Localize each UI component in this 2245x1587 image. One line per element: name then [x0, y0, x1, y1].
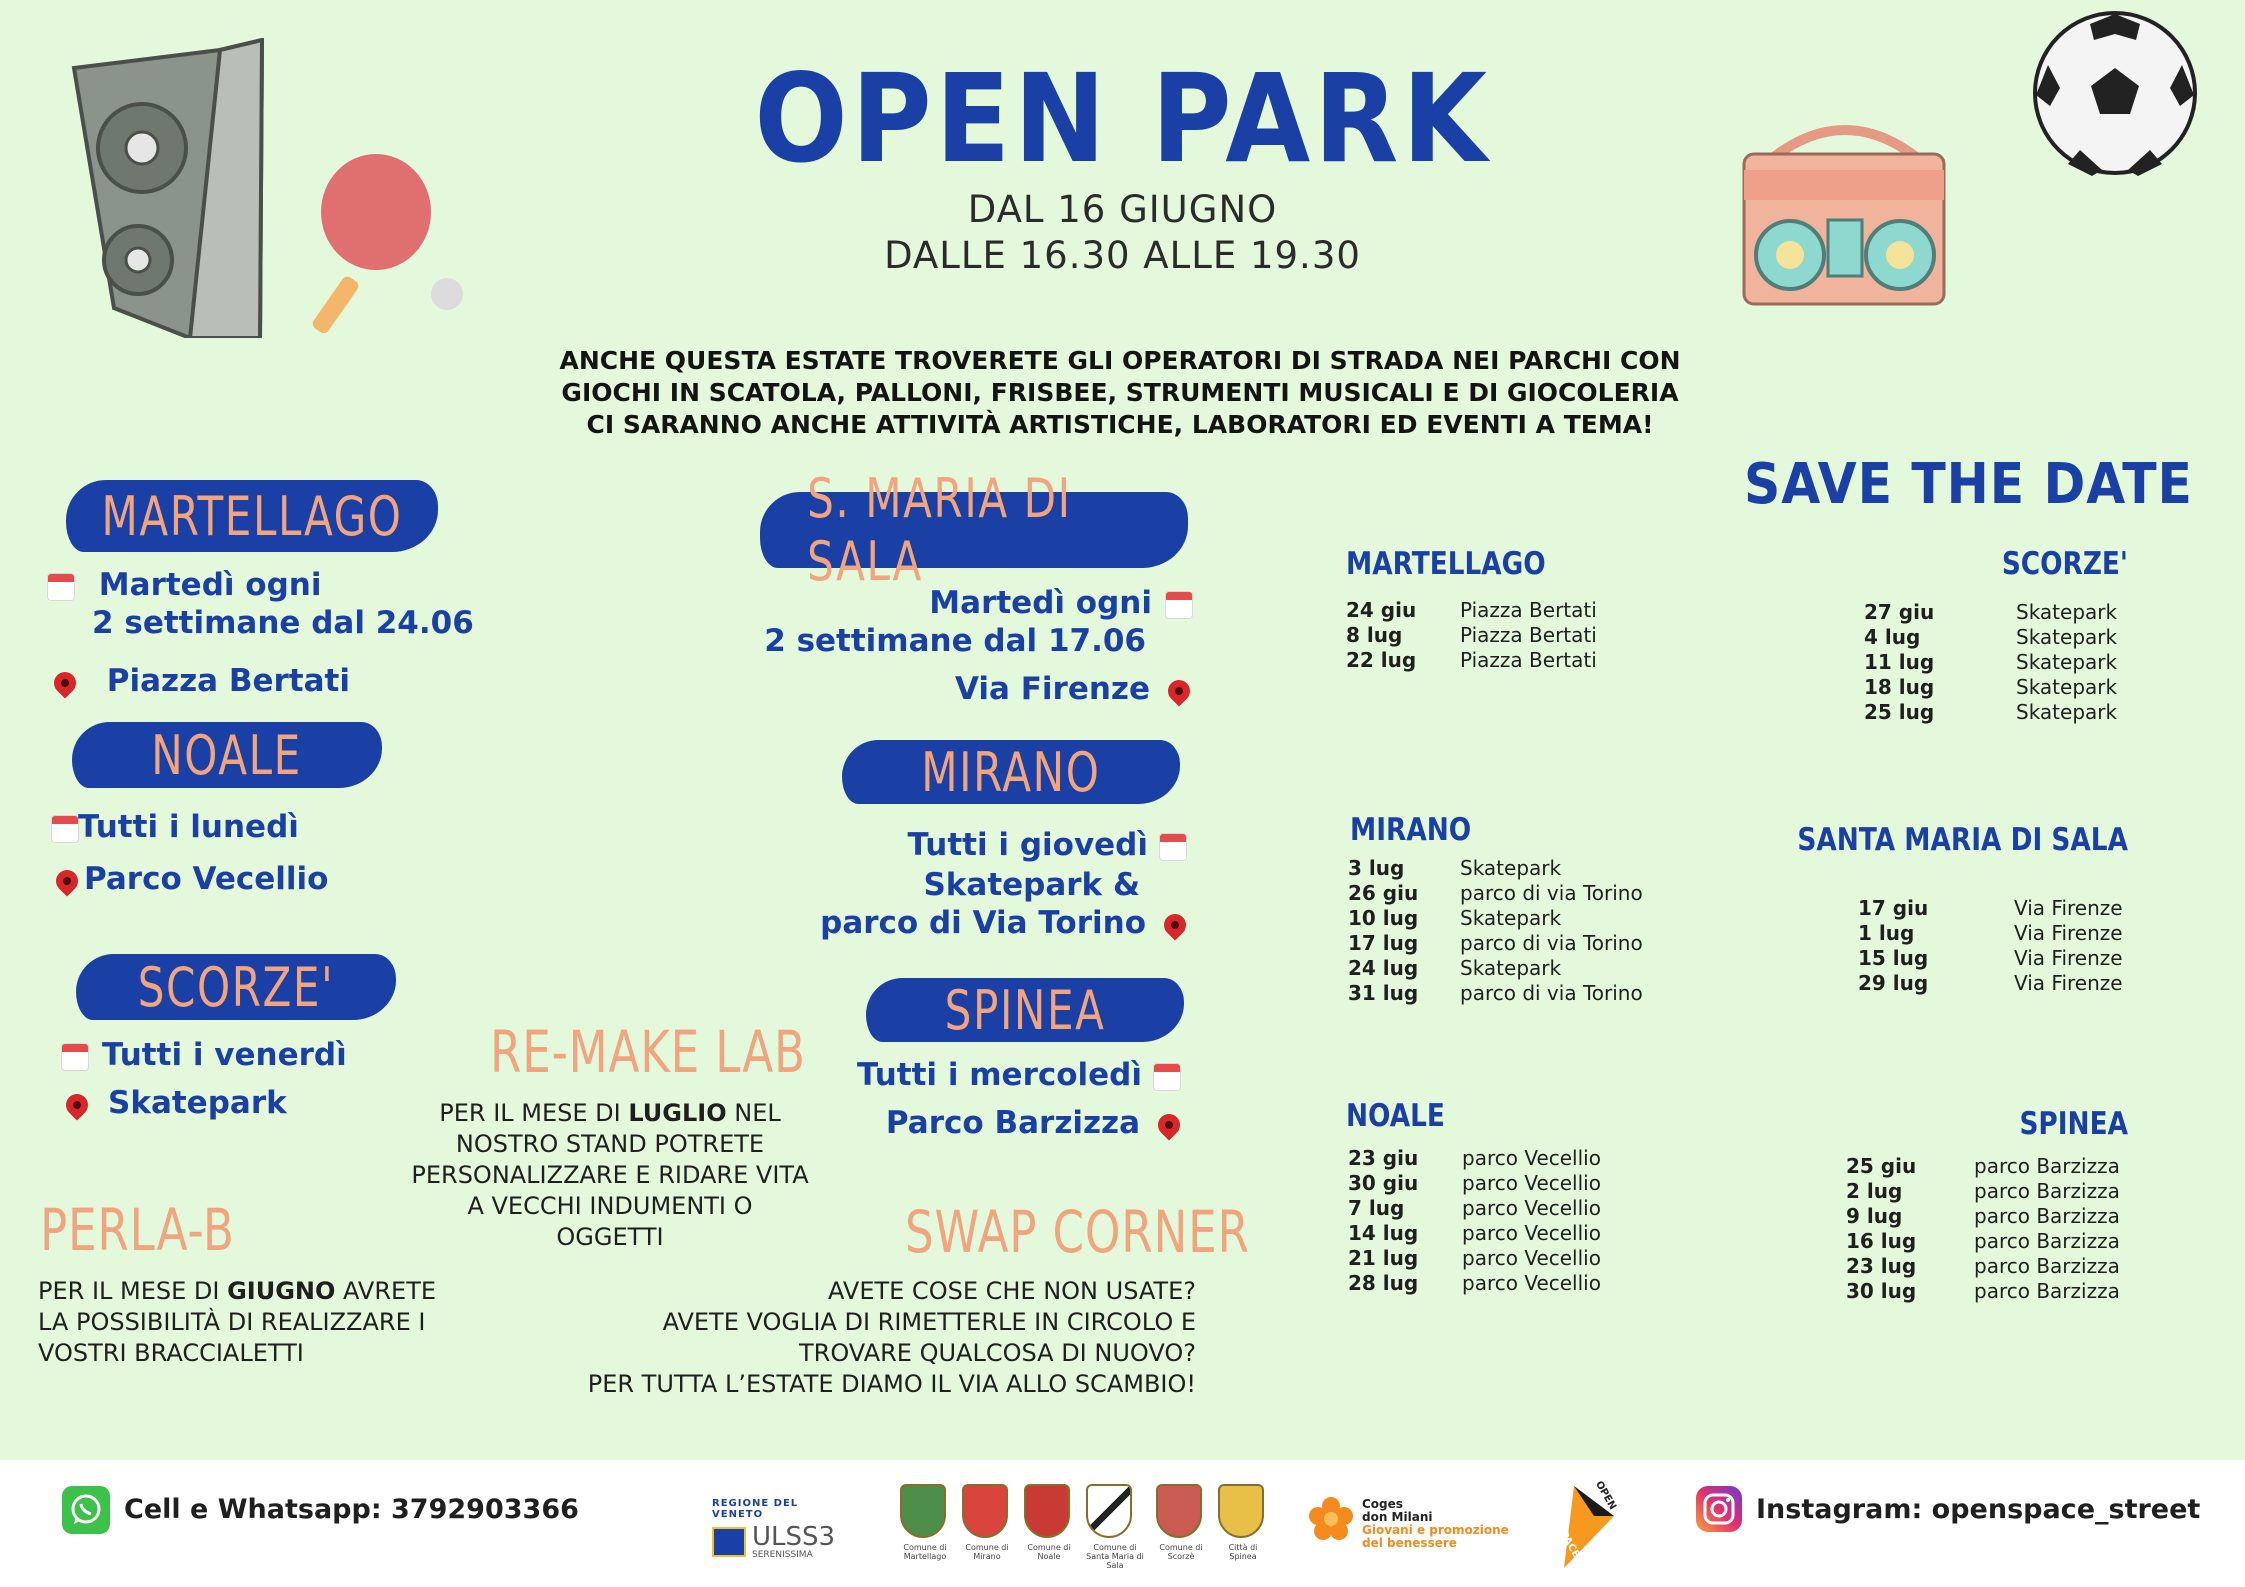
schedule-date: 11 lug — [1864, 650, 1935, 674]
schedule-date: 15 lug — [1858, 946, 1929, 970]
where-line: Skatepark — [108, 1085, 287, 1121]
location-banner-santa-maria — [760, 467, 1188, 593]
date-line: DAL 16 GIUGNO — [967, 188, 1278, 231]
schedule-row — [1346, 598, 1597, 623]
calendar-icon — [62, 1044, 88, 1070]
scorze-when — [62, 1036, 347, 1074]
calendar-icon — [1160, 834, 1186, 860]
schedule-date: 22 lug — [1346, 648, 1417, 672]
schedule-mirano — [1348, 856, 1643, 1006]
schedule-date: 4 lug — [1864, 625, 1921, 649]
ulss-logo — [712, 1498, 848, 1560]
highlight: GIUGNO — [227, 1277, 336, 1305]
schedule-row — [1348, 931, 1643, 956]
schedule-place: Piazza Bertati — [1460, 648, 1597, 672]
when-line: Martedì ogni — [98, 567, 322, 603]
spinea-where — [760, 1104, 1180, 1142]
schedule-martellago — [1346, 598, 1597, 673]
time-line: DALLE 16.30 ALLE 19.30 — [884, 234, 1361, 277]
calendar-icon — [48, 574, 74, 600]
schedule-title-mirano: MIRANO — [1350, 812, 1472, 848]
scorze-where — [66, 1084, 287, 1122]
schedule-place: parco Barzizza — [1974, 1204, 2120, 1228]
footer — [0, 1460, 2245, 1587]
coges-flower-icon — [1308, 1496, 1354, 1542]
region-label: REGIONE DEL VENETO — [712, 1498, 799, 1520]
crest-caption: Martellago — [903, 1552, 947, 1561]
schedule-date: 28 lug — [1348, 1271, 1419, 1295]
instagram-icon[interactable] — [1696, 1486, 1742, 1532]
schedule-title-spinea: SPINEA — [2019, 1106, 2128, 1142]
schedule-row — [1348, 1171, 1601, 1196]
swap-title: SWAP CORNER — [905, 1198, 1250, 1266]
schedule-title-scorze: SCORZE' — [2001, 546, 2128, 582]
schedule-row — [1846, 1204, 2120, 1229]
schedule-row — [1864, 650, 2117, 675]
schedule-date: 1 lug — [1858, 921, 1915, 945]
schedule-date: 23 lug — [1846, 1254, 1917, 1278]
crest-noale — [1024, 1484, 1074, 1570]
schedule-date: 26 giu — [1348, 881, 1419, 905]
schedule-place: Via Firenze — [2014, 946, 2123, 970]
text-line: OGGETTI — [556, 1223, 664, 1251]
schedule-row — [1348, 956, 1643, 981]
crest-caption: Noale — [1037, 1552, 1061, 1561]
schedule-place: parco Barzizza — [1974, 1254, 2120, 1278]
crest-icon — [1024, 1484, 1070, 1538]
schedule-place: parco Vecellio — [1462, 1221, 1601, 1245]
calendar-icon — [52, 816, 78, 842]
text-line: NOSTRO STAND POTRETE — [455, 1130, 765, 1158]
calendar-icon — [1166, 592, 1192, 618]
schedule-title-noale: NOALE — [1346, 1098, 1445, 1134]
intro-text — [430, 345, 1810, 441]
crest-scorze — [1156, 1484, 1206, 1570]
whatsapp-icon[interactable] — [62, 1486, 110, 1534]
when-line: 2 settimane dal 24.06 — [92, 605, 474, 641]
schedule-santa-maria — [1858, 896, 2123, 996]
schedule-row — [1346, 648, 1597, 673]
schedule-place: parco Barzizza — [1974, 1154, 2120, 1178]
text-span: AVRETE — [335, 1277, 437, 1305]
text-line: AVETE VOGLIA DI RIMETTERLE IN CIRCOLO E — [662, 1308, 1196, 1336]
crest-caption: Mirano — [973, 1552, 1001, 1561]
openspace-logo — [1544, 1476, 1634, 1576]
coges-logo-text — [1362, 1498, 1509, 1550]
schedule-place: Piazza Bertati — [1460, 598, 1597, 622]
schedule-place: Skatepark — [2016, 625, 2118, 649]
schedule-date: 23 giu — [1348, 1146, 1419, 1170]
text-line: LA POSSIBILITÀ DI REALIZZARE I — [38, 1308, 426, 1336]
text-span: PER IL MESE DI — [38, 1277, 228, 1305]
schedule-date: 24 giu — [1346, 598, 1417, 622]
schedule-date: 17 giu — [1858, 896, 1929, 920]
when-line: Tutti i mercoledì — [856, 1057, 1142, 1093]
text-line: A VECCHI INDUMENTI O — [467, 1192, 753, 1220]
crest-caption: Comune di — [903, 1543, 947, 1552]
text-line: TROVARE QUALCOSA DI NUOVO? — [799, 1339, 1196, 1367]
instagram-handle[interactable]: Instagram: openspace_street — [1756, 1494, 2201, 1525]
text-line: PERSONALIZZARE E RIDARE VITA — [411, 1161, 809, 1189]
noale-when — [52, 808, 299, 846]
schedule-date: 29 lug — [1858, 971, 1929, 995]
crest-icon — [1156, 1484, 1202, 1538]
mirano-where — [760, 866, 1186, 942]
location-name: MIRANO — [921, 740, 1101, 804]
location-pin-icon — [51, 865, 82, 896]
location-pin-icon — [49, 667, 80, 698]
schedule-spinea — [1846, 1154, 2120, 1304]
schedule-place: parco di via Torino — [1460, 881, 1643, 905]
schedule-place: parco Vecellio — [1462, 1146, 1601, 1170]
intro-line: CI SARANNO ANCHE ATTIVITÀ ARTISTICHE, LABORATORI ED EVENTI A TEMA! — [586, 410, 1654, 439]
schedule-date: 30 giu — [1348, 1171, 1419, 1195]
schedule-row — [1346, 623, 1597, 648]
where-line: Parco Vecellio — [84, 861, 329, 897]
schedule-row — [1864, 700, 2117, 725]
schedule-place: parco di via Torino — [1460, 931, 1643, 955]
schedule-row — [1858, 896, 2123, 921]
schedule-date: 27 giu — [1864, 600, 1935, 624]
schedule-row — [1864, 675, 2117, 700]
where-line: Skatepark & — [923, 867, 1140, 903]
ulss-name: ULSS3 — [752, 1522, 836, 1552]
spinea-when — [760, 1056, 1180, 1094]
crest-icon — [900, 1484, 946, 1538]
when-line: Martedì ogni — [929, 585, 1152, 621]
schedule-place: parco Vecellio — [1462, 1171, 1601, 1195]
schedule-date: 21 lug — [1348, 1246, 1419, 1270]
where-line: parco di Via Torino — [820, 905, 1146, 941]
openspace-text: SPACE — [1554, 1523, 1582, 1560]
phone-contact[interactable]: Cell e Whatsapp: 3792903366 — [124, 1494, 579, 1525]
text-line: VOSTRI BRACCIALETTI — [38, 1339, 304, 1367]
schedule-date: 16 lug — [1846, 1229, 1917, 1253]
location-name: SCORZE' — [137, 955, 335, 1019]
intro-line: GIOCHI IN SCATOLA, PALLONI, FRISBEE, STRUMENTI MUSICALI E DI GIOCOLERIA — [561, 378, 1679, 407]
schedule-place: parco Vecellio — [1462, 1271, 1601, 1295]
perla-title: PERLA-B — [40, 1196, 235, 1264]
martellago-where — [54, 662, 350, 700]
schedule-date: 7 lug — [1348, 1196, 1405, 1220]
where-line: Parco Barzizza — [885, 1105, 1140, 1141]
location-name: NOALE — [151, 723, 303, 787]
schedule-row — [1348, 1146, 1601, 1171]
text-span: PER IL MESE DI — [439, 1099, 629, 1127]
schedule-date: 30 lug — [1846, 1279, 1917, 1303]
schedule-row — [1348, 906, 1643, 931]
location-pin-icon — [1163, 675, 1194, 706]
coges-line: Giovani e promozione — [1362, 1523, 1509, 1537]
crest-icon — [962, 1484, 1008, 1538]
comuni-crests — [900, 1484, 1268, 1570]
location-name: MARTELLAGO — [101, 484, 403, 548]
location-banner-noale — [72, 722, 382, 788]
crest-caption: Comune di — [1159, 1543, 1203, 1552]
schedule-date: 9 lug — [1846, 1204, 1903, 1228]
schedule-row — [1348, 881, 1643, 906]
schedule-date: 24 lug — [1348, 956, 1419, 980]
text-line: AVETE COSE CHE NON USATE? — [828, 1277, 1196, 1305]
schedule-place: Via Firenze — [2014, 971, 2123, 995]
schedule-noale — [1348, 1146, 1601, 1296]
schedule-row — [1348, 1271, 1601, 1296]
schedule-date: 3 lug — [1348, 856, 1405, 880]
schedule-place: Skatepark — [1460, 856, 1562, 880]
crest-martellago — [900, 1484, 950, 1570]
where-line: Via Firenze — [954, 671, 1150, 707]
crest-caption: Santa Maria di Sala — [1086, 1552, 1144, 1570]
schedule-place: Skatepark — [2016, 600, 2118, 624]
schedule-place: parco Vecellio — [1462, 1246, 1601, 1270]
santa-maria-where — [760, 670, 1190, 708]
intro-line: ANCHE QUESTA ESTATE TROVERETE GLI OPERATORI DI STRADA NEI PARCHI CON — [559, 346, 1681, 375]
ulss-sub: SERENISSIMA — [752, 1550, 813, 1560]
location-banner-mirano — [842, 740, 1180, 804]
when-line: Tutti i lunedì — [78, 809, 299, 845]
location-banner-scorze — [76, 954, 396, 1020]
schedule-place: Skatepark — [1460, 906, 1562, 930]
location-banner-spinea — [866, 978, 1184, 1042]
schedule-place: Piazza Bertati — [1460, 623, 1597, 647]
schedule-place: parco di via Torino — [1460, 981, 1643, 1005]
schedule-row — [1864, 625, 2117, 650]
schedule-row — [1846, 1179, 2120, 1204]
martellago-when — [48, 566, 474, 642]
schedule-title-santa-maria: SANTA MARIA DI SALA — [1797, 822, 2128, 858]
coges-line: don Milani — [1362, 1510, 1433, 1524]
calendar-icon — [1154, 1064, 1180, 1090]
schedule-place: parco Barzizza — [1974, 1229, 2120, 1253]
schedule-row — [1858, 921, 2123, 946]
when-line: 2 settimane dal 17.06 — [764, 623, 1146, 659]
where-line: Piazza Bertati — [106, 663, 350, 699]
schedule-date: 10 lug — [1348, 906, 1419, 930]
schedule-row — [1858, 946, 2123, 971]
remake-text — [400, 1098, 820, 1253]
mirano-when — [760, 826, 1186, 864]
crest-caption: Spinea — [1229, 1552, 1257, 1561]
text-line: PER TUTTA L’ESTATE DIAMO IL VIA ALLO SCAMBIO! — [587, 1370, 1196, 1398]
highlight: LUGLIO — [628, 1099, 727, 1127]
schedule-place: Skatepark — [2016, 700, 2118, 724]
schedule-date: 25 lug — [1864, 700, 1935, 724]
crest-caption: Città di — [1228, 1543, 1258, 1552]
schedule-scorze — [1864, 600, 2117, 725]
schedule-row — [1858, 971, 2123, 996]
perla-text — [38, 1276, 458, 1369]
schedule-row — [1864, 600, 2117, 625]
noale-where — [56, 860, 328, 898]
crest-icon — [1086, 1484, 1132, 1538]
schedule-row — [1846, 1154, 2120, 1179]
schedule-row — [1846, 1279, 2120, 1304]
location-pin-icon — [61, 1089, 92, 1120]
schedule-place: Via Firenze — [2014, 921, 2123, 945]
location-pin-icon — [1153, 1109, 1184, 1140]
crest-spinea — [1218, 1484, 1268, 1570]
schedule-date: 18 lug — [1864, 675, 1935, 699]
schedule-place: Skatepark — [2016, 650, 2118, 674]
schedule-date: 8 lug — [1346, 623, 1403, 647]
schedule-row — [1846, 1229, 2120, 1254]
schedule-row — [1348, 856, 1643, 881]
schedule-place: Skatepark — [1460, 956, 1562, 980]
crest-caption: Comune di — [1027, 1543, 1071, 1552]
santa-maria-when — [760, 584, 1192, 660]
crest-caption: Comune di — [1093, 1543, 1137, 1552]
openspace-text: OPEN — [1592, 1479, 1619, 1512]
schedule-place: Via Firenze — [2014, 896, 2123, 920]
schedule-title-martellago: MARTELLAGO — [1346, 546, 1546, 582]
crest-caption: Comune di — [965, 1543, 1009, 1552]
schedule-place: Skatepark — [2016, 675, 2118, 699]
remake-title: RE-MAKE LAB — [490, 1018, 806, 1086]
when-line: Tutti i giovedì — [907, 827, 1148, 863]
schedule-date: 14 lug — [1348, 1221, 1419, 1245]
crest-icon — [1218, 1484, 1264, 1538]
schedule-place: parco Barzizza — [1974, 1279, 2120, 1303]
schedule-row — [1348, 1221, 1601, 1246]
coges-line: del benessere — [1362, 1536, 1457, 1550]
crest-caption: Scorzè — [1167, 1552, 1195, 1561]
schedule-row — [1348, 1246, 1601, 1271]
location-pin-icon — [1159, 909, 1190, 940]
schedule-row — [1846, 1254, 2120, 1279]
text-span: NEL — [726, 1099, 781, 1127]
crest-mirano — [962, 1484, 1012, 1570]
ulss-lion-icon — [712, 1527, 746, 1557]
save-the-date-title: SAVE THE DATE — [1744, 452, 2193, 517]
schedule-date: 2 lug — [1846, 1179, 1903, 1203]
coges-line: Coges — [1362, 1497, 1403, 1511]
schedule-place: parco Barzizza — [1974, 1179, 2120, 1203]
schedule-date: 31 lug — [1348, 981, 1419, 1005]
schedule-place: parco Vecellio — [1462, 1196, 1601, 1220]
when-line: Tutti i venerdì — [102, 1037, 347, 1073]
location-banner-martellago — [66, 480, 438, 552]
crest-santa-maria — [1086, 1484, 1144, 1570]
page-title: OPEN PARK — [754, 48, 1491, 190]
schedule-date: 25 giu — [1846, 1154, 1917, 1178]
schedule-row — [1348, 981, 1643, 1006]
location-name: S. MARIA DI SALA — [807, 467, 1072, 593]
swap-text — [540, 1276, 1196, 1400]
location-name: SPINEA — [944, 978, 1106, 1042]
schedule-row — [1348, 1196, 1601, 1221]
schedule-date: 17 lug — [1348, 931, 1419, 955]
